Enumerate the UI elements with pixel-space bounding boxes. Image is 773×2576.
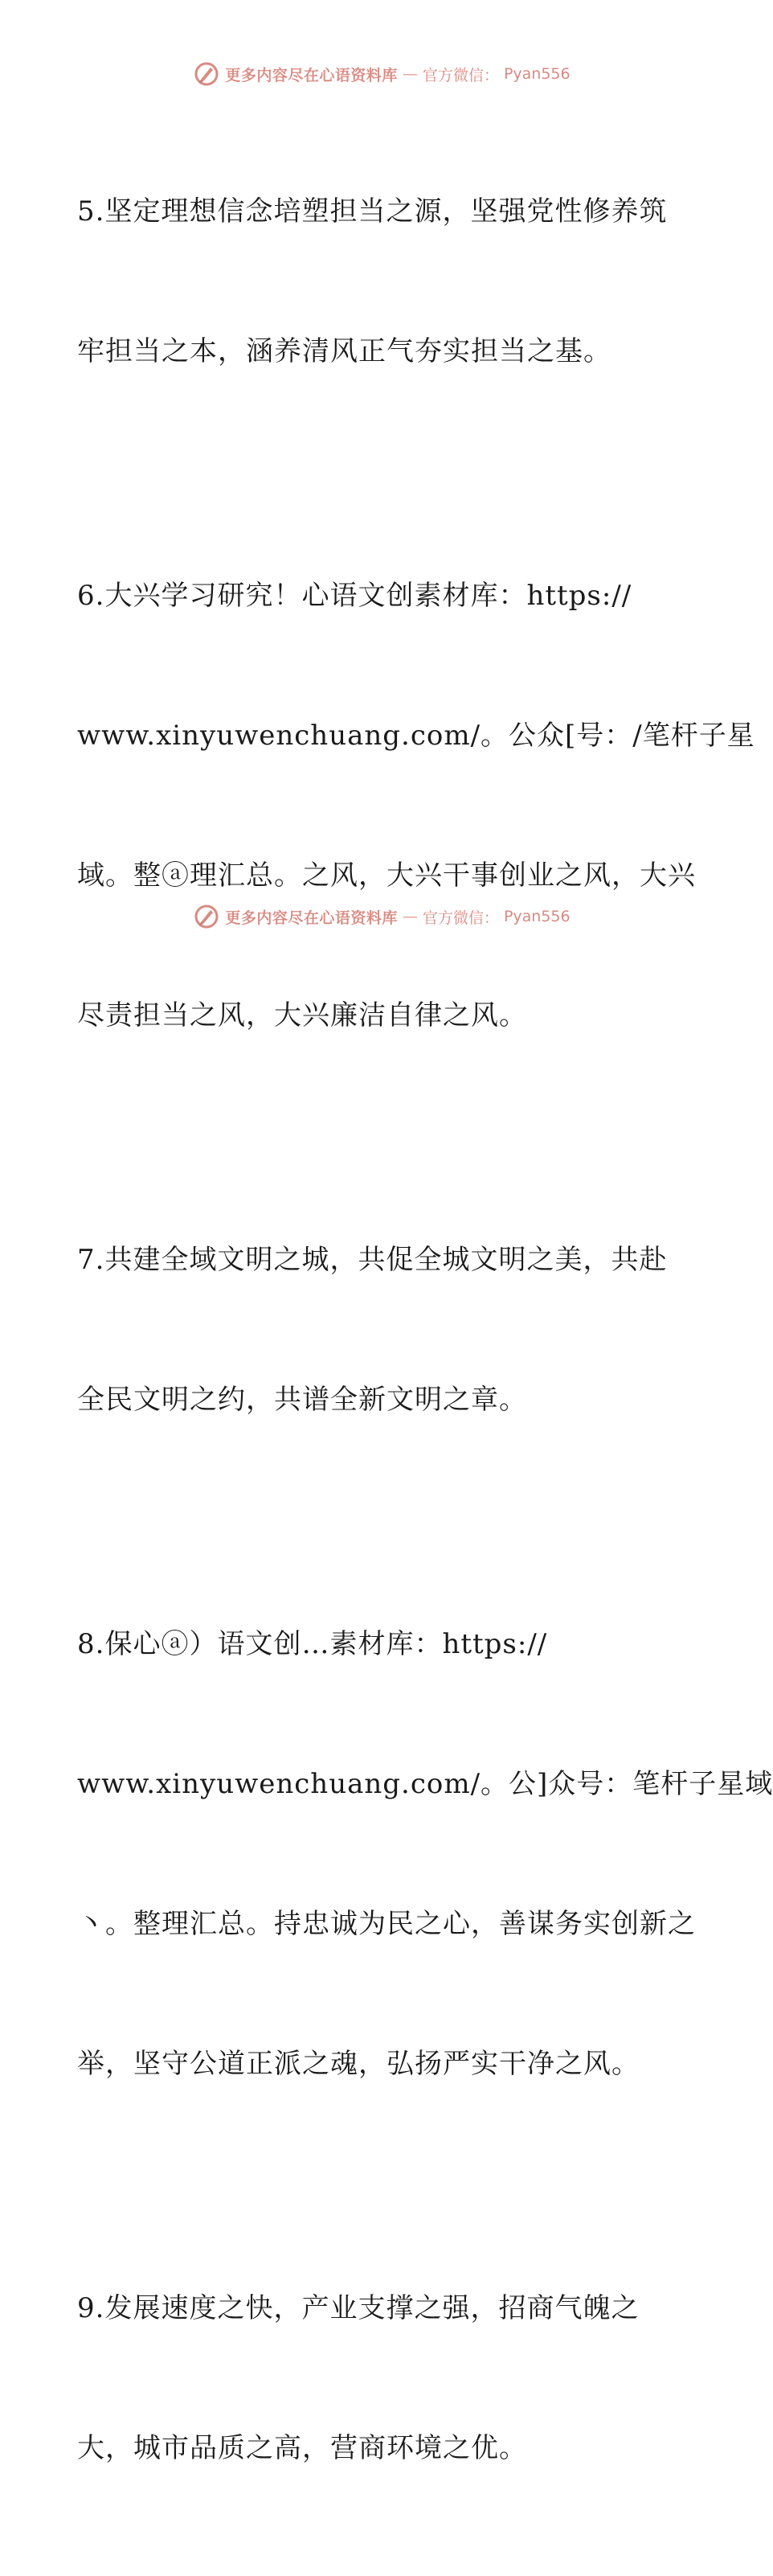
paragraph-line: 7.共建全域文明之城，共促全城文明之美，共赴 [77,1244,668,1276]
pen-logo-icon [193,60,220,88]
watermark-site-text: 更多内容尽在心语资料库 [225,66,398,84]
paragraph-line: www.xinyuwenchuang.com/。公]众号：笔杆子星域 [77,1768,773,1800]
paragraph-line: 丶。整理汇总。持忠诚为民之心，善谋务实创新之 [77,1908,696,1940]
watermark-dash: — [402,65,418,83]
header-watermark [0,58,763,90]
paragraph-6 [77,479,755,1132]
paragraph-line: www.xinyuwenchuang.com/。公众[号：/笔杆子星 [77,720,755,752]
paragraph-line: 牢担当之本，涵养清风正气夯实担当之基。 [77,335,611,367]
document-body [77,95,773,2576]
paragraph-9 [77,2192,676,2565]
pen-logo-icon [193,903,220,930]
paragraph-5 [77,95,676,468]
paragraph-8 [77,1528,773,2180]
paragraph-line: 8.保心ⓐ）语文创…素材库：https:// [77,1628,548,1660]
watermark-wechat-label: 官方微信： [422,66,499,84]
paragraph-line: 9.发展速度之快，产业支撑之强，招商气魄之 [77,2292,640,2324]
watermark-dash: — [402,908,418,925]
paragraph-line: 域。整ⓐ理汇总。之风，大兴干事创业之风，大兴 [77,859,696,892]
paragraph-line: 举，坚守公道正派之魂，弘扬严实干净之风。 [77,2048,640,2080]
paragraph-line: 全民文明之约，共谱全新文明之章。 [77,1384,527,1416]
paragraph-7 [77,1143,676,1516]
watermark-wechat-id: Pyan556 [503,908,571,925]
paragraph-line: 5.坚定理想信念培塑担当之源，坚强党性修养筑 [77,195,668,228]
watermark-wechat-id: Pyan556 [503,65,571,83]
watermark-site-text: 更多内容尽在心语资料库 [225,909,398,927]
paragraph-line: 6.大兴学习研究！心语文创素材库：https:// [77,580,632,612]
paragraph-line: 大，城市品质之高，营商环境之优。 [77,2432,527,2464]
footer-watermark [0,900,763,933]
paragraph-line: 尽责担当之风，大兴廉洁自律之风。 [77,999,527,1032]
watermark-wechat-label: 官方微信： [422,909,499,927]
